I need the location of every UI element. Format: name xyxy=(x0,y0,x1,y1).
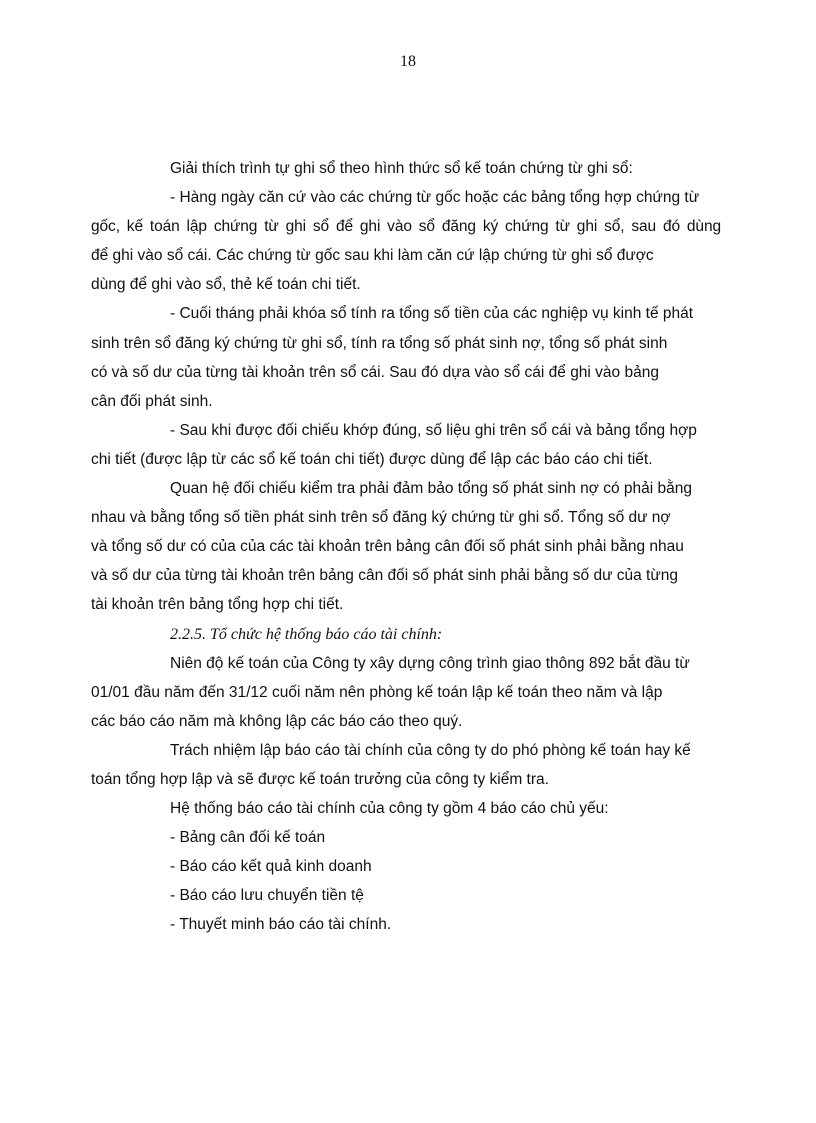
page-number: 18 xyxy=(400,53,416,70)
paragraph-step-daily xyxy=(91,183,721,299)
paragraph-verification xyxy=(91,474,721,619)
paragraph-responsibility xyxy=(91,736,721,794)
text-line: tài khoản trên bảng tổng hợp chi tiết. xyxy=(91,596,344,614)
paragraph-step-month-end xyxy=(91,299,721,415)
text-line: dùng để ghi vào sổ, thẻ kế toán chi tiết. xyxy=(91,276,361,294)
text-line: và số dư của từng tài khoản trên bảng cân đối số phát sinh phải bằng số dư của từng xyxy=(91,567,678,585)
text-line: Giải thích trình tự ghi sổ theo hình thức sổ kế toán chứng từ ghi sổ: xyxy=(170,160,633,177)
text-line: Hệ thống báo cáo tài chính của công ty gồm 4 báo cáo chủ yếu: xyxy=(170,800,609,818)
list-item: - Báo cáo kết quả kinh doanh xyxy=(170,858,372,876)
list-item: - Báo cáo lưu chuyển tiền tệ xyxy=(170,887,364,905)
text-line: các báo cáo năm mà không lập các báo cáo theo quý. xyxy=(91,712,463,730)
text-line: cân đối phát sinh. xyxy=(91,392,213,410)
paragraph-step-reconcile xyxy=(91,416,721,474)
section-heading: 2.2.5. Tổ chức hệ thống báo cáo tài chính: xyxy=(170,625,443,643)
text-line: Niên độ kế toán của Công ty xây dựng công trình giao thông 892 bắt đầu từ xyxy=(170,654,690,672)
text-line: gốc, kế toán lập chứng từ ghi sổ để ghi vào sổ đăng ký chứng từ ghi sổ, sau đó dùng xyxy=(91,218,721,236)
text-line: Trách nhiệm lập báo cáo tài chính của công ty do phó phòng kế toán hay kế xyxy=(170,741,691,759)
document-body xyxy=(91,154,721,940)
text-line: - Sau khi được đối chiếu khớp đúng, số liệu ghi trên sổ cái và bảng tổng hợp xyxy=(170,421,697,439)
paragraph-intro xyxy=(170,154,721,183)
text-line: - Hàng ngày căn cứ vào các chứng từ gốc hoặc các bảng tổng hợp chứng từ xyxy=(170,189,700,207)
text-line: nhau và bằng tổng số tiền phát sinh trên sổ đăng ký chứng từ ghi sổ. Tổng số dư nợ xyxy=(91,509,671,527)
text-line: có và số dư của từng tài khoản trên sổ cái. Sau đó dựa vào sổ cái để ghi vào bảng xyxy=(91,363,659,381)
paragraph-fiscal-year xyxy=(91,649,721,736)
text-line: 01/01 đầu năm đến 31/12 cuối năm nên phòng kế toán lập kế toán theo năm và lập xyxy=(91,683,663,701)
text-line: - Cuối tháng phải khóa sổ tính ra tổng số tiền của các nghiệp vụ kinh tế phát xyxy=(170,305,694,323)
text-line: toán tổng hợp lập và sẽ được kế toán trưởng của công ty kiểm tra. xyxy=(91,770,549,788)
list-item: - Thuyết minh báo cáo tài chính. xyxy=(170,916,392,934)
text-line: để ghi vào sổ cái. Các chứng từ gốc sau khi làm căn cứ lập chứng từ ghi sổ được xyxy=(91,247,654,265)
report-list xyxy=(170,823,721,939)
text-line: Quan hệ đối chiếu kiểm tra phải đảm bảo tổng số phát sinh nợ có phải bằng xyxy=(170,480,693,498)
text-line: và tổng số dư có của của các tài khoản trên bảng cân đối số phát sinh phải bằng nhau xyxy=(91,538,684,556)
text-line: sinh trên sổ đăng ký chứng từ ghi sổ, tính ra tổng số phát sinh nợ, tổng số phát sinh xyxy=(91,334,668,352)
paragraph-report-system xyxy=(170,794,721,823)
list-item: - Bảng cân đối kế toán xyxy=(170,829,326,847)
text-line: chi tiết (được lập từ các sổ kế toán chi tiết) được dùng để lập các báo cáo chi tiết. xyxy=(91,450,653,468)
